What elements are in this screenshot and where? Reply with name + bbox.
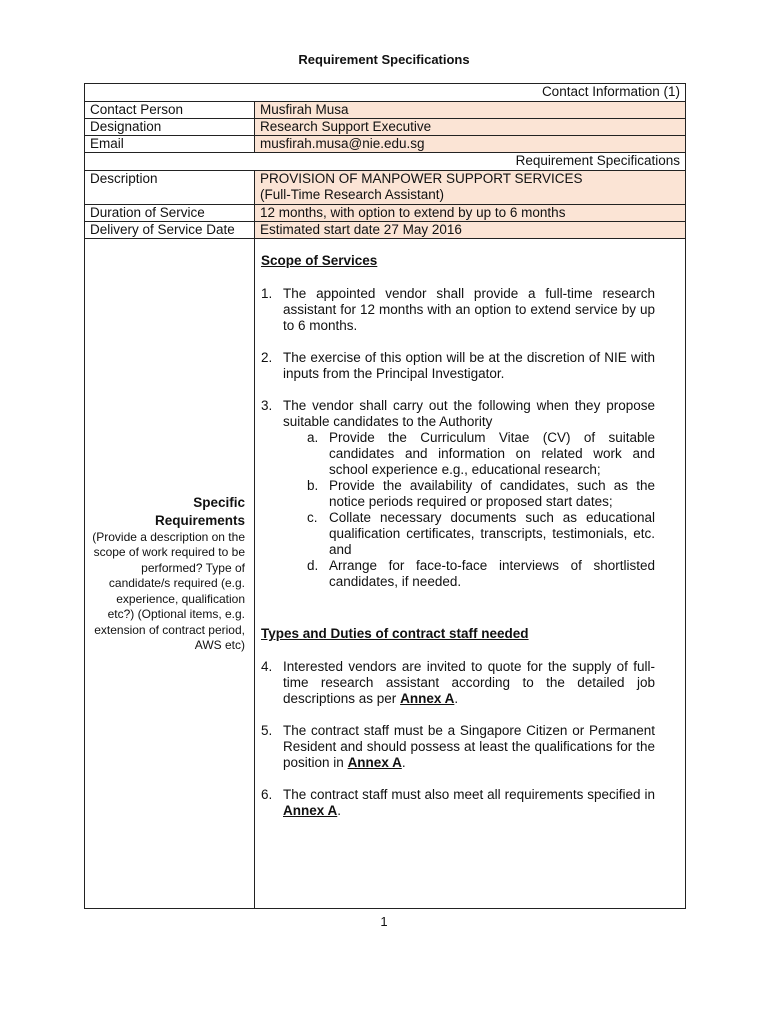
scope-item-1-text: The appointed vendor shall provide a full-time research assistant for 12 months with an option to extend service by up to 6 months. [283,286,655,333]
scope-subitem-b [261,478,655,510]
delivery-label: Delivery of Service Date [85,222,255,239]
duties-item-5 [261,723,655,771]
contact-section-header: Contact Information (1) [85,84,686,102]
scope-subitem-b-letter: b. [307,478,319,493]
delivery-value: Estimated start date 27 May 2016 [255,222,686,239]
scope-subitem-a-text: Provide the Curriculum Vitae (CV) of suitable candidates and information on related work and school experience e.g., educational research; [329,430,655,477]
requirements-section-header: Requirement Specifications [85,153,686,171]
scope-item-2 [261,350,655,382]
duration-label: Duration of Service [85,205,255,222]
duties-item-6 [261,787,655,819]
scope-item-1-number: 1. [261,286,273,301]
scope-heading: Scope of Services [261,253,378,268]
annex-a-reference: Annex A [347,755,402,770]
email-label: Email [85,136,255,153]
duration-value: 12 months, with option to extend by up to 6 months [255,205,686,222]
specific-requirements-row [85,239,686,909]
description-row [85,171,686,205]
scope-subitem-a-letter: a. [307,430,319,445]
contact-person-value: Musfirah Musa [255,102,686,119]
scope-subitem-c-letter: c. [307,510,318,525]
scope-item-3-text: The vendor shall carry out the following when they propose suitable candidates to the Authority [283,398,655,429]
scope-subitem-a [261,430,655,478]
duties-item-4-text: Interested vendors are invited to quote for the supply of full-time research assistant according to the detailed job descriptions as per [283,659,655,706]
designation-label: Designation [85,119,255,136]
scope-subitem-c-text: Collate necessary documents such as educational qualification certificates, transcripts, testimonials, etc. and [329,510,655,557]
description-line-2: (Full-Time Research Assistant) [260,187,445,202]
duties-item-5-end: . [401,755,406,770]
annex-a-reference: Annex A [400,691,455,706]
delivery-row [85,222,686,239]
annex-a-reference: Annex A [283,803,338,818]
duties-item-6-number: 6. [261,787,273,802]
duties-item-4 [261,659,655,707]
duties-item-6-end: . [337,803,342,818]
scope-subitem-c [261,510,655,558]
description-value [255,171,686,205]
scope-subitem-d-text: Arrange for face-to-face interviews of shortlisted candidates, if needed. [329,558,655,589]
contact-section-header-row [85,84,686,102]
email-value: musfirah.musa@nie.edu.sg [255,136,686,153]
scope-item-2-number: 2. [261,350,273,365]
duties-item-5-number: 5. [261,723,273,738]
requirements-section-header-row [85,153,686,171]
scope-subitem-b-text: Provide the availability of candidates, such as the notice periods required or proposed start dates; [329,478,655,509]
requirement-table [84,83,686,909]
scope-item-2-text: The exercise of this option will be at the discretion of NIE with inputs from the Principal Investigator. [283,350,655,381]
scope-list [261,286,655,590]
specific-description: (Provide a description on the scope of work required to be performed? Type of candidate/s required (e.g. experience, qualification etc?) (Optional items, e.g. extension of contract period, AWS etc) [92,529,245,652]
scope-item-1 [261,286,655,334]
contact-person-label: Contact Person [85,102,255,119]
specific-title-line-1: Specific [193,494,245,510]
contact-person-row [85,102,686,119]
description-label: Description [85,171,255,205]
duties-list [261,659,655,819]
scope-item-3-number: 3. [261,398,273,413]
scope-subitem-d [261,558,655,590]
scope-sublist [261,430,655,590]
duration-row [85,205,686,222]
scope-item-3 [261,398,655,590]
specific-requirements-cell [85,239,255,909]
scope-subitem-d-letter: d. [307,558,319,573]
page-number: 1 [380,914,388,929]
duties-item-5-text: The contract staff must be a Singapore Citizen or Permanent Resident and should possess at least the qualifications for the position in [283,723,655,770]
duties-item-4-end: . [454,691,459,706]
description-line-1: PROVISION OF MANPOWER SUPPORT SERVICES [260,171,583,186]
document-title: Requirement Specifications [298,52,470,67]
scope-cell [255,239,686,909]
duties-item-4-number: 4. [261,659,273,674]
designation-row [85,119,686,136]
email-row [85,136,686,153]
duties-heading: Types and Duties of contract staff needed [261,626,529,641]
specific-title-line-2: Requirements [154,512,245,528]
duties-item-6-text: The contract staff must also meet all requirements specified in [283,787,655,802]
designation-value: Research Support Executive [255,119,686,136]
